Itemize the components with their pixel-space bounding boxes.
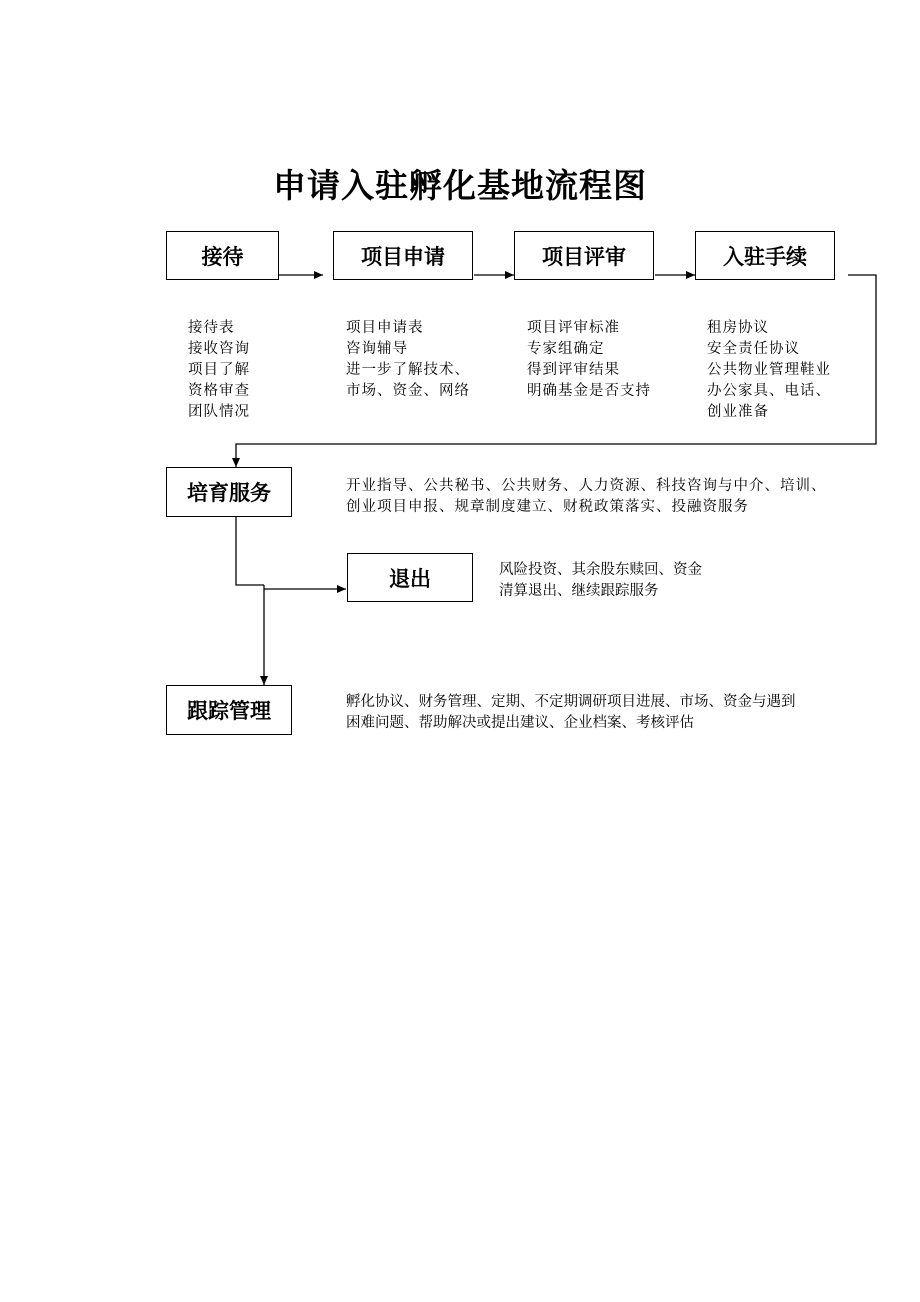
step-label-settlement: 入驻手续	[723, 244, 807, 269]
page-title: 申请入驻孵化基地流程图	[273, 166, 647, 205]
step-label-tracking: 跟踪管理	[187, 699, 271, 723]
notes-review	[527, 318, 651, 402]
step-box-incubation	[166, 467, 292, 517]
description-line: 开业指导、公共秘书、公共财务、人力资源、科技咨询与中介、培训、	[346, 478, 827, 494]
note-line: 创业准备	[707, 404, 769, 420]
step-label-reception: 接待	[201, 244, 244, 269]
description-line: 创业项目申报、规章制度建立、财税政策落实、投融资服务	[346, 499, 749, 515]
note-line: 明确基金是否支持	[527, 383, 651, 399]
notes-reception	[188, 318, 250, 423]
note-line: 资格审查	[188, 383, 250, 399]
note-line: 进一步了解技术、	[346, 362, 470, 378]
note-line: 接收咨询	[188, 341, 250, 357]
step-box-tracking	[166, 685, 292, 735]
note-line: 得到评审结果	[527, 362, 620, 378]
note-line: 咨询辅导	[346, 341, 408, 357]
step-box-review	[514, 231, 654, 280]
step-label-review: 项目评审	[542, 244, 626, 269]
step-box-application	[333, 231, 473, 280]
notes-application	[346, 318, 470, 402]
description-line: 清算退出、继续跟踪服务	[499, 583, 659, 599]
incubation-description	[346, 476, 827, 518]
note-line: 租房协议	[707, 320, 769, 336]
note-line: 项目评审标准	[527, 320, 620, 336]
note-line: 公共物业管理鞋业	[707, 362, 831, 378]
note-line: 市场、资金、网络	[346, 383, 470, 399]
description-line: 困难问题、帮助解决或提出建议、企业档案、考核评估	[346, 715, 694, 731]
step-box-exit	[347, 553, 473, 602]
step-box-settlement	[695, 231, 835, 280]
note-line: 项目了解	[188, 362, 250, 378]
description-line: 孵化协议、财务管理、定期、不定期调研项目进展、市场、资金与遇到	[346, 694, 796, 710]
tracking-description	[346, 692, 796, 734]
note-line: 办公家具、电话、	[707, 383, 831, 399]
exit-description	[499, 560, 702, 602]
note-line: 接待表	[188, 320, 235, 336]
note-line: 项目申请表	[346, 320, 424, 336]
step-label-exit: 退出	[389, 566, 431, 591]
connector-incubation-down	[236, 517, 264, 585]
step-label-incubation: 培育服务	[187, 481, 271, 505]
step-box-reception	[166, 231, 279, 280]
description-line: 风险投资、其余股东赎回、资金	[499, 562, 702, 578]
note-line: 安全责任协议	[707, 341, 800, 357]
step-label-application: 项目申请	[361, 244, 445, 269]
note-line: 团队情况	[188, 404, 250, 420]
notes-settlement	[707, 318, 831, 423]
note-line: 专家组确定	[527, 341, 605, 357]
